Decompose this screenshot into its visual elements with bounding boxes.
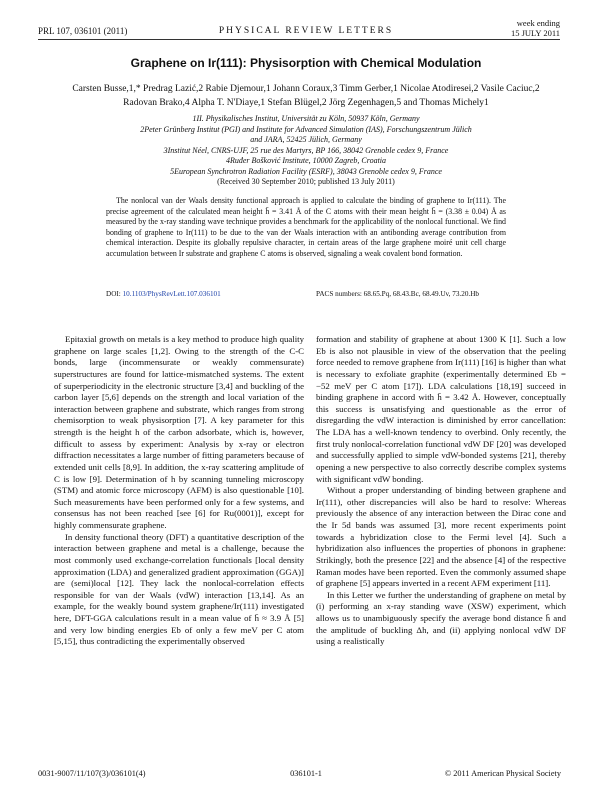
issue-date — [511, 19, 560, 38]
pacs-numbers: PACS numbers: 68.65.Pq, 68.43.Bc, 68.49.Uv, 73.20.Hb — [316, 290, 479, 298]
doi-link[interactable]: 10.1103/PhysRevLett.107.036101 — [122, 290, 221, 298]
abstract: The nonlocal van der Waals density functional approach is applied to calculate the binding of graphene to Ir(111). The precise agreement of the calculated mean height h̄ = 3.41 Å of the C atoms with their mean height h̄ = (3.38 ± 0.04) Å as measured by the x-ray standing wave technique provides a benchmark for the applicability of the nonlocal functional. We find bonding of graphene to Ir(111) to be due to the van der Waals interaction with an antibonding average contribution from chemical interaction. Despite its globally repulsive character, in certain areas of the large graphene moiré unit cell charge accumulation between Ir substrate and graphene C atoms is observed, signaling a weak covalent bond formation. — [106, 196, 506, 258]
author-list — [40, 82, 572, 110]
affiliation: 2Peter Grünberg Institut (PGI) and Institute for Advanced Simulation (IAS), Forschungszentrum Jülich — [140, 124, 472, 134]
footer-issn: 0031-9007/11/107(3)/036101(4) — [38, 769, 146, 778]
header-rule — [38, 39, 560, 40]
paragraph: Epitaxial growth on metals is a key method to produce high quality graphene on large scales [1,2]. Owing to the strength of the C-C bonds, large (incommensurate or weakly commensurate) superstructures are found for lattice-mismatched systems. The extent of superperiodicity in the electronic structure [3,4] and buckling of the carbon layer [5,6] depends on the strength and local variation of the interaction between graphene and substrate, which ranges from strong chemisorption to weak physisorption [7]. A key parameter for this strength is the height h of the carbon adsorbate, which is, however, difficult to assess by experiment: Analysis by x-ray or electron diffraction necessitates a large number of fitting parameters because of extended unit cells [8,9]. In addition, the x-ray scattering amplitude of C is low [9]. Determination of h by scanning tunneling microscopy (STM) and atomic force microscopy (AFM) is also questionable [10]. Such measurements have been performed only for a few systems, and consensus has not been reached [see [6] for Ru(0001)], except for highly commensurate graphene. — [54, 334, 304, 530]
paragraph: Without a proper understanding of binding between graphene and Ir(111), other discrepancies will also be hard to resolve: Whereas previously the absence of any interaction between the Dirac cone and the Ir 5d bands was assumed [3], more recent experiments point towards a hybridization close to the Fermi level [4]. Such a hybridization also influences the properties of phonons in graphene: Strikingly, both the presence [22] and the absence [4] of the respective Raman modes have been reported. Even the commonly assumed shape of graphene [5] appears inverted in a recent AFM experiment [11]. — [316, 485, 566, 589]
doi-label: DOI: — [106, 290, 121, 298]
authors-line: Carsten Busse,1,* Predrag Lazić,2 Rabie Djemour,1 Johann Coraux,3 Timm Gerber,1 Nicolae Atodiresei,2 Vasile Caciuc,2 — [72, 84, 540, 94]
right-column — [316, 334, 566, 648]
paragraph: In this Letter we further the understanding of graphene on metal by (i) performing an x-ray standing wave (XSW) experiment, which allows us to unambiguously specify the average bond distance h̄ and the amplitude of buckling Δh, and (ii) applying nonlocal vdW DF using a realistically — [316, 589, 566, 647]
journal-reference: PRL 107, 036101 (2011) — [38, 26, 128, 36]
doi-line — [106, 290, 221, 298]
affiliation: 4Ruđer Bošković Institute, 10000 Zagreb, Croatia — [225, 156, 387, 165]
received-date: (Received 30 September 2010; published 13 July 2011) — [217, 177, 395, 186]
page-number: 036101-1 — [290, 769, 322, 778]
left-column — [54, 334, 304, 648]
affiliation: and JARA, 52425 Jülich, Germany — [250, 135, 362, 144]
affiliations — [40, 114, 572, 177]
date-text: 15 JULY 2011 — [510, 27, 560, 38]
affiliation: 1II. Physikalisches Institut, Universität zu Köln, 50937 Köln, Germany — [192, 114, 420, 123]
journal-name: PHYSICAL REVIEW LETTERS — [218, 26, 394, 36]
paper-title: Graphene on Ir(111): Physisorption with Chemical Modulation — [130, 56, 482, 70]
paragraph: formation and stability of graphene at about 1300 K [1]. Such a low Eb is also not plausible in view of the observation that the peeling force needed to remove graphene from Ir(111) [16] is higher than what is necessary to exfoliate graphite (experimentally determined Eb = −52 meV per C atom [17]). LDA calculations [18,19] succeed in binding graphene in accord with h̄ = 3.42 Å. However, conceptually this success is unsatisfying and questionable as the error of disregarding the vdW interaction is diminished by error cancellation: The LDA has a well-known tendency to overbind. Only recently, the first truly nonlocal-correlation functional vdW DF [20] was developed and successfully applied to simple vdW-bonded systems [21], thereby opening a new perspective to also correctly describe complex systems with significant vdW bonding. — [316, 334, 566, 484]
copyright: © 2011 American Physical Society — [444, 769, 561, 778]
affiliation: 3Institut Néel, CNRS-UJF, 25 rue des Martyrs, BP 166, 38042 Grenoble cedex 9, France — [163, 145, 449, 155]
authors-line: Radovan Brako,4 Alpha T. N'Diaye,1 Stefan Blügel,2 Jörg Zegenhagen,5 and Thomas Michely1 — [123, 98, 489, 108]
paragraph: In density functional theory (DFT) a quantitative description of the interaction between graphene and metal is a challenge, because the most commonly used exchange-correlation functionals [local density approximation (LDA) and generalized gradient approximation (GGA)] are (semi)local [12]. They lack the nonlocal-correlation effects responsible for van der Waals (vdW) interaction [13,14]. As an example, for the weakly bound system graphene/Ir(111) investigated here, DFT-GGA calculations result in a mean value of h̄ ≈ 3.9 Å [5] and very low binding energies Eb of only a few meV per C atom [5,15], thus contradicting the experimentally observed — [54, 531, 304, 647]
week-label: week ending — [516, 18, 560, 28]
affiliation: 5European Synchrotron Radiation Facility (ESRF), 38043 Grenoble cedex 9, France — [170, 166, 442, 176]
